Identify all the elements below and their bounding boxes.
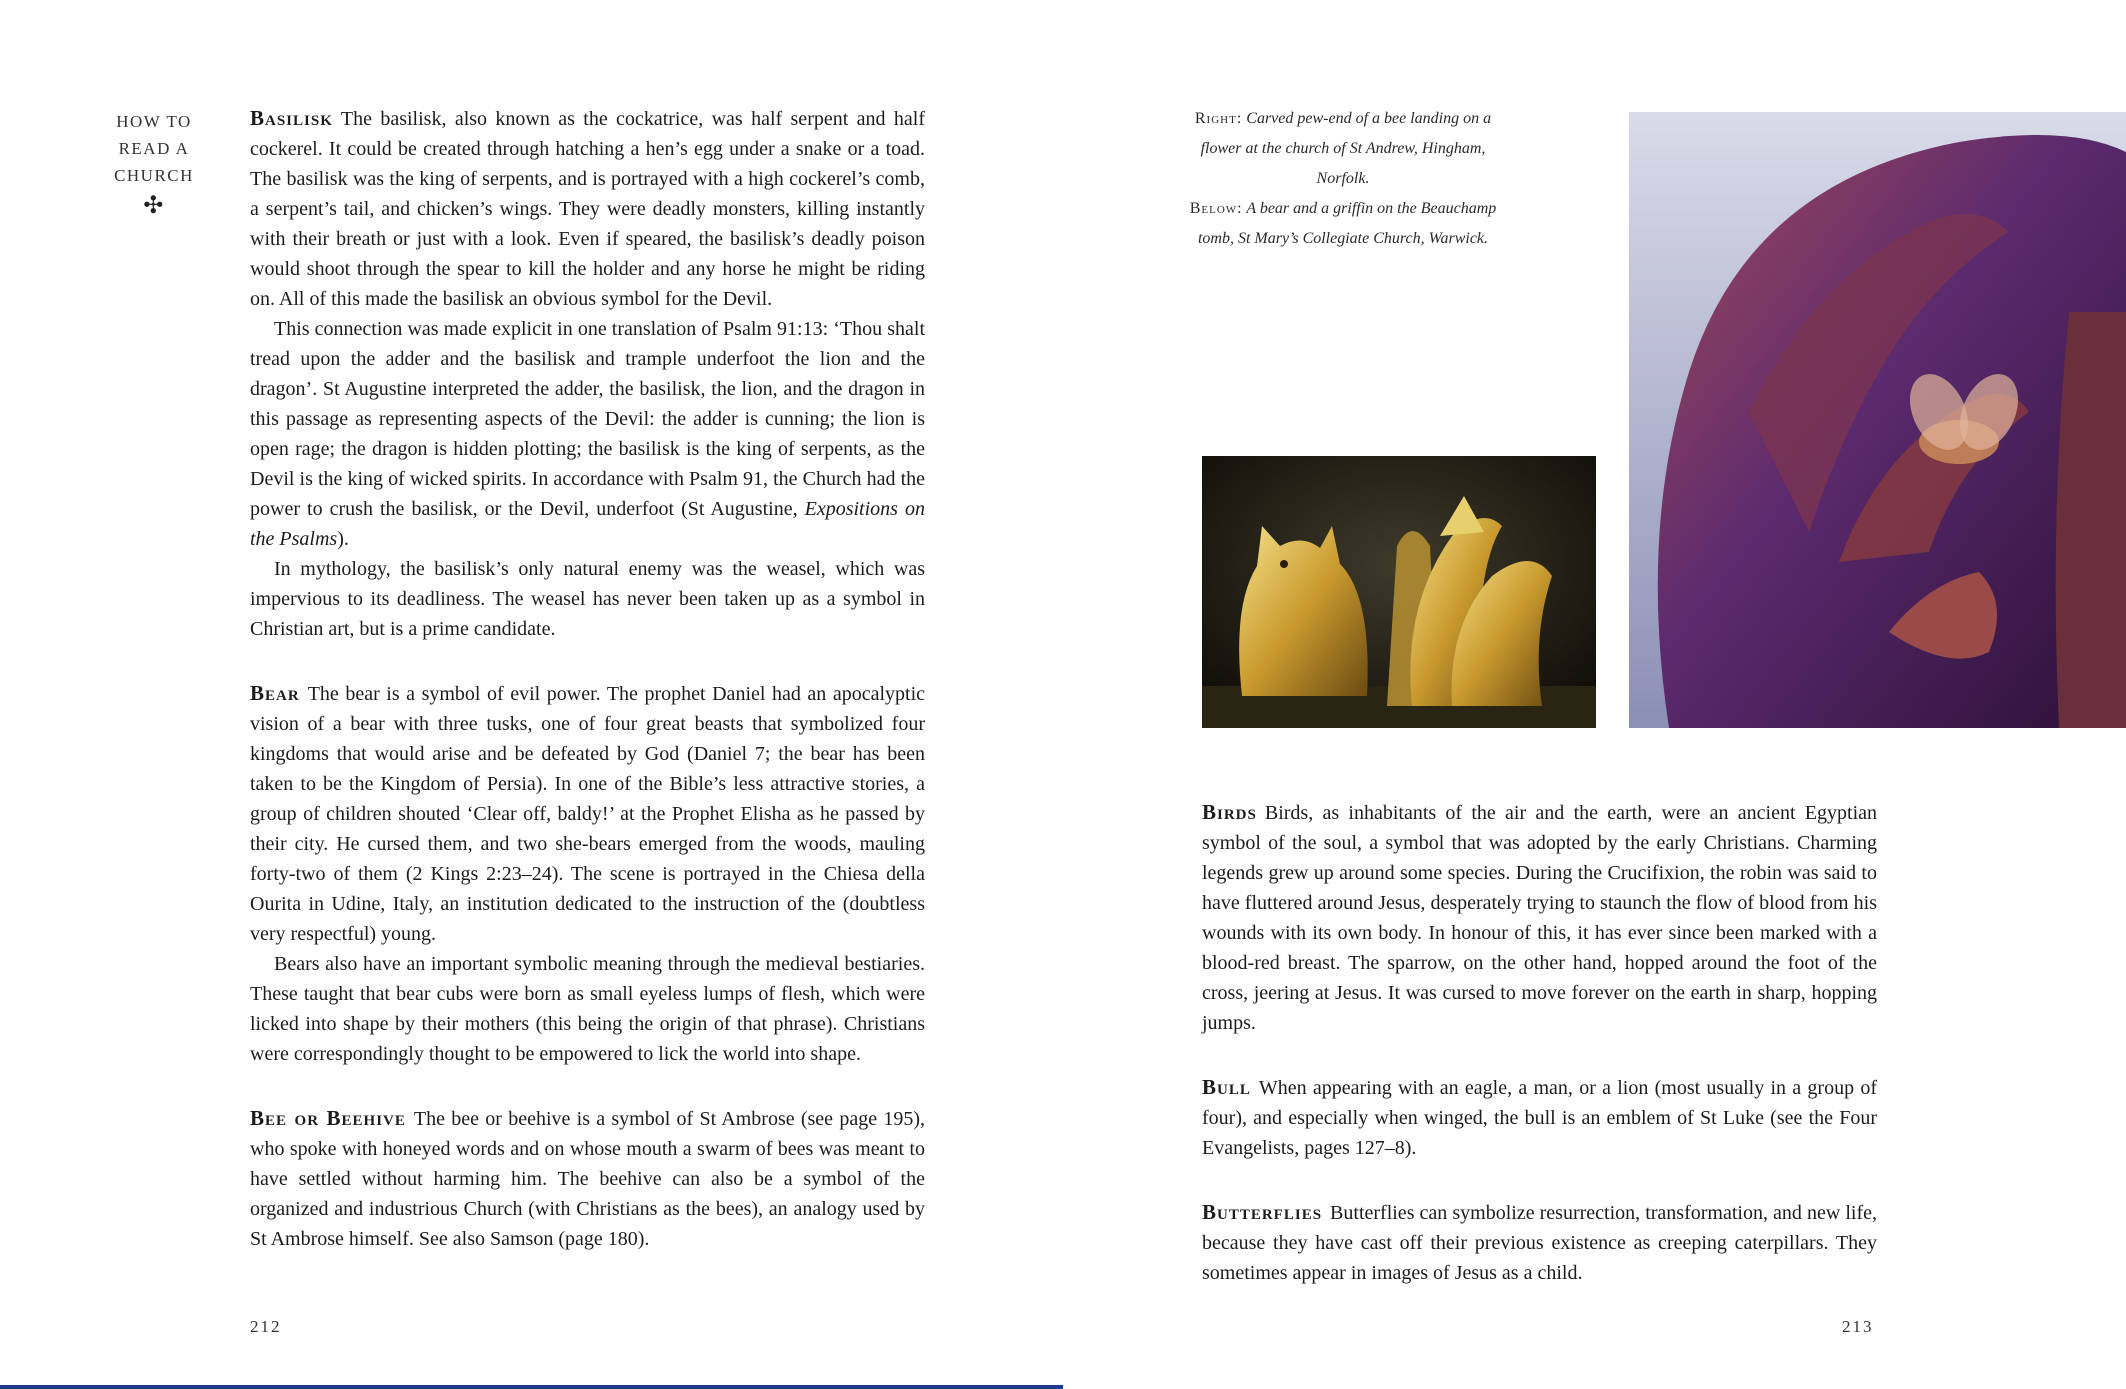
entry-butterflies xyxy=(1202,1197,1877,1288)
bee-paragraph-1: Bee or Beehive The bee or beehive is a symbol of St Ambrose (see page 195), who spoke with honeyed words and on whose mouth a swarm of bees was meant to have settled without harming him. The beehive can also be a symbol of the organized and industrious Church (with Christians as the bees), an analogy used by St Ambrose himself. See also Samson (page 180). xyxy=(250,1106,925,1250)
nav-line-3: CHURCH xyxy=(114,166,194,185)
page-edge xyxy=(0,1385,1063,1389)
bear-paragraph-2: Bears also have an important symbolic meaning through the medieval bestiaries. These taught that bear cubs were born as small eyeless lumps of flesh, which were licked into shape by their mothers (this being the origin of that phrase). Christians were correspondingly thought to be empowered to lick the world into shape. xyxy=(250,953,925,1065)
basilisk-paragraph-2: This connection was made explicit in one translation of Psalm 91:13: ‘Thou shalt tread upon the adder and the basilisk and trample underfoot the lion and the dragon’. St Augustine interpreted the adder, the basilisk, the lion, and the dragon in this passage as representing aspects of the Devil: the adder is cunning; the lion is open rage; the dragon is hidden plotting; the basilisk is the king of serpents, as the Devil is the king of wicked spirits. In accordance with Psalm 91, the Church had the power to crush the basilisk, or the Devil, underfoot (St Augustine, Expositions on the Psalms). xyxy=(250,318,925,550)
caption-label-right: Right: xyxy=(1194,110,1243,127)
entry-bee xyxy=(250,1103,925,1254)
bear-griffin-photo xyxy=(1202,456,1596,728)
page-number: 212 xyxy=(250,1317,282,1336)
butterflies-paragraph: Butterflies Butterflies can symbolize resurrection, transformation, and new life, because they have cast off their previous existence as creeping caterpillars. They sometimes appear in images of Jesus as a child. xyxy=(1202,1200,1877,1284)
caption-text-below: A bear and a griffin on the Beauchamp tomb, St Mary’s Collegiate Church, Warwick. xyxy=(1197,200,1497,247)
left-text-column xyxy=(250,103,925,1288)
basilisk-paragraph-3: In mythology, the basilisk’s only natural enemy was the weasel, which was impervious to its deadliness. The weasel has never been taken up as a symbol in Christian art, but is a prime candidate. xyxy=(250,558,925,640)
birds-paragraph: Birds Birds, as inhabitants of the air and the earth, were an ancient Egyptian symbol of the soul, a symbol that was adopted by the early Christians. Charming legends grew up around some species. During the Crucifixion, the robin was said to have fluttered around Jesus, desperately trying to staunch the flow of blood from his wounds with its own body. In honour of this, it has ever since been marked with a blood-red breast. The sparrow, on the other hand, hopped around the foot of the cross, jeering at Jesus. It was cursed to move forever on the earth in sharp, hopping jumps. xyxy=(1202,800,1877,1034)
caption-label-below: Below: xyxy=(1189,200,1243,217)
entry-heading: Bull xyxy=(1202,1075,1251,1099)
entry-bull xyxy=(1202,1072,1877,1163)
caption-text-right: Carved pew-end of a bee landing on a flower at the church of St Andrew, Hingham, Norfolk. xyxy=(1200,110,1492,187)
entry-bear xyxy=(250,678,925,1069)
bear-paragraph-1: Bear The bear is a symbol of evil power. The prophet Daniel had an apocalyptic vision of a bear with three tusks, one of four great beasts that symbolized four kingdoms that would arise and be defeated by God (Daniel 7; the bear has been taken to be the Kingdom of Persia). In one of the Bible’s less attractive stories, a group of children shouted ‘Clear off, baldy!’ at the Prophet Elisha as he passed by their city. He cursed them, and two she-bears emerged from the woods, mauling forty-two of them (2 Kings 2:23–24). The scene is portrayed in the Chiesa della Ourita in Udine, Italy, an institution dedicated to the instruction of the (doubtless very respectful) young. xyxy=(250,681,925,945)
page-number: 213 xyxy=(1842,1317,1874,1336)
entry-birds xyxy=(1202,797,1877,1038)
nav-line-1: HOW TO xyxy=(116,112,192,131)
entry-heading: Basilisk xyxy=(250,106,333,130)
entry-heading: Birds xyxy=(1202,800,1257,824)
entry-heading: Butterflies xyxy=(1202,1200,1323,1224)
entry-heading: Bee or Beehive xyxy=(250,1106,406,1130)
entry-basilisk xyxy=(250,103,925,644)
photo-caption xyxy=(1173,104,1513,254)
basilisk-paragraph-1: Basilisk The basilisk, also known as the cockatrice, was half serpent and half cockerel. It could be created through hatching a hen’s egg under a snake or a toad. The basilisk was the king of serpents, and is portrayed with a high cockerel’s comb, a serpent’s tail, and chicken’s wings. They were deadly monsters, killing instantly with their breath or just with a look. Even if speared, the basilisk’s deadly poison would shoot through the spear to kill the holder and any horse he might be riding on. All of this made the basilisk an obvious symbol for the Devil. xyxy=(250,106,925,310)
right-text-column xyxy=(1202,797,1877,1322)
ornament-icon: ✣ xyxy=(143,193,165,219)
bull-paragraph: Bull When appearing with an eagle, a man, or a lion (most usually in a group of four), and especially when winged, the bull is an emblem of St Luke (see the Four Evangelists, pages 127–8). xyxy=(1202,1075,1877,1159)
right-page xyxy=(1063,0,2126,1389)
section-running-head xyxy=(104,108,204,221)
book-title: Expositions on the Psalms xyxy=(250,498,925,550)
entry-heading: Bear xyxy=(250,681,300,705)
bee-pew-end-photo xyxy=(1629,112,2126,728)
nav-line-2: READ A xyxy=(118,139,190,158)
